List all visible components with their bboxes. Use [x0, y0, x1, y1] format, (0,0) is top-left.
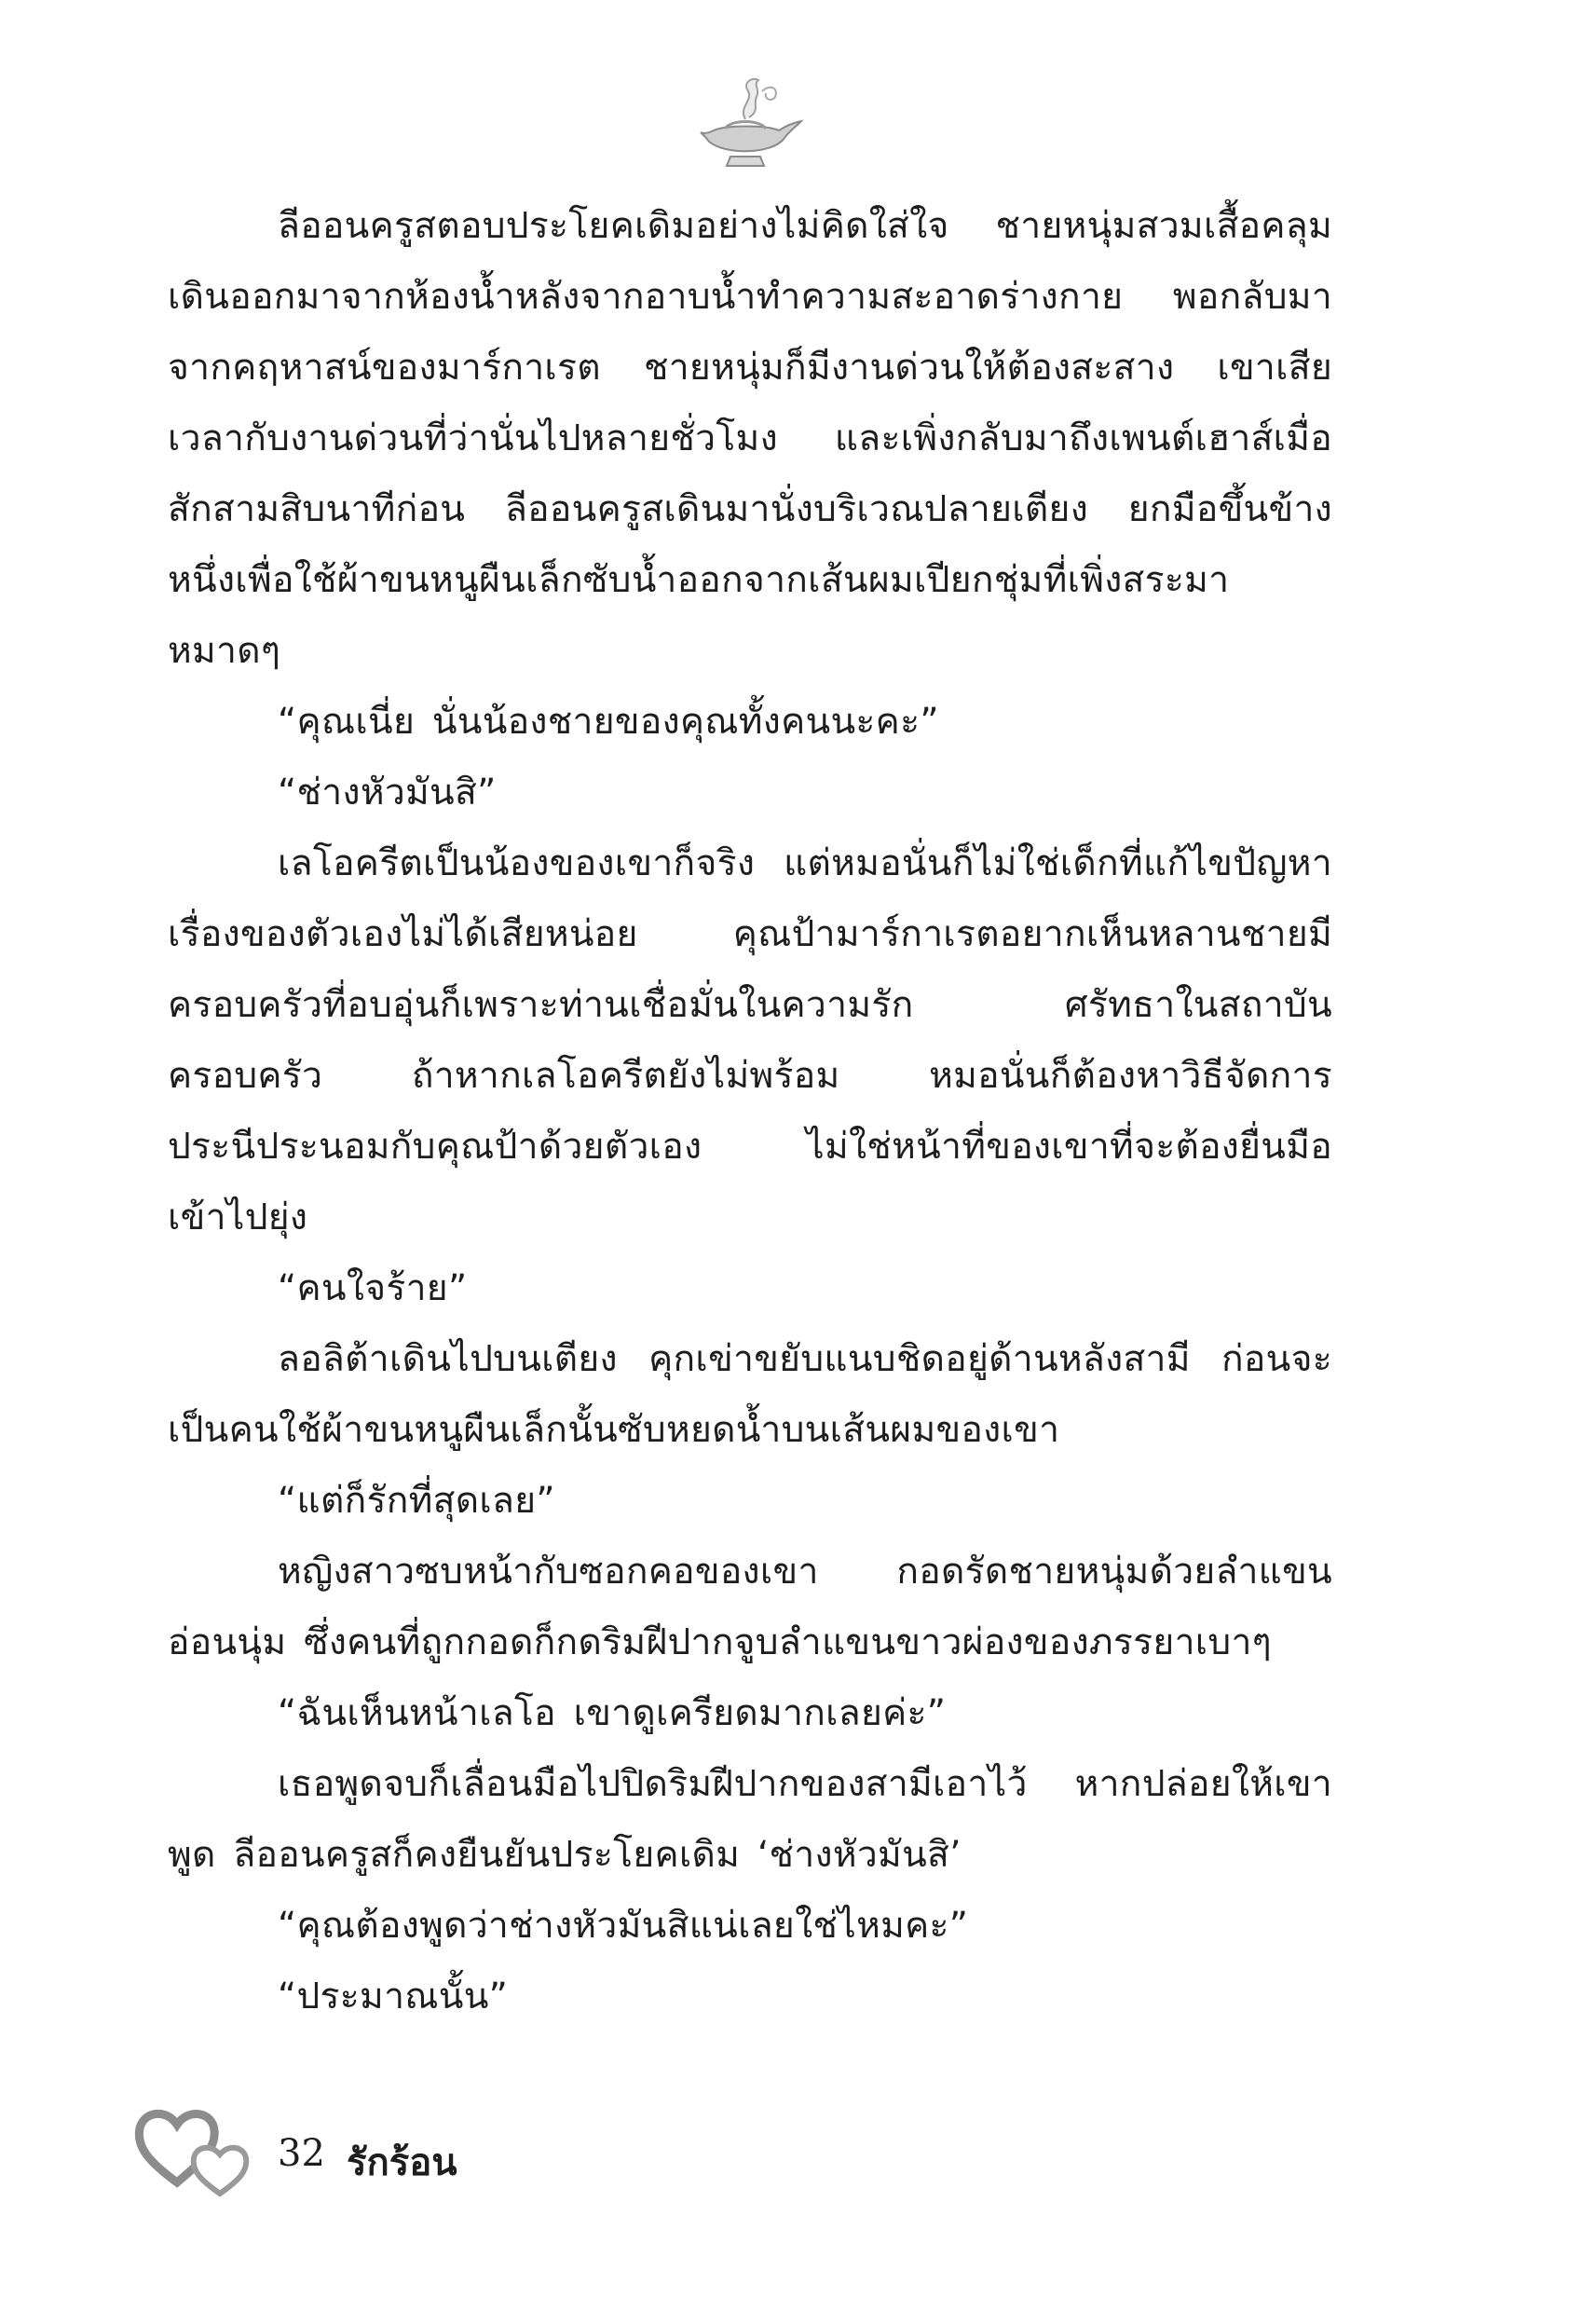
hearts-icon: [130, 2097, 261, 2199]
body-text: [168, 191, 1332, 2032]
page-footer: [130, 2097, 689, 2199]
paragraph: ลีออนครูสตอบประโยคเดิมอย่างไม่คิดใส่ใจ ชายหนุ่มสวมเสื้อคลุมเดินออกมาจากห้องน้ำหลังจากอาบน้ำทำความสะอาดร่างกาย พอกลับมาจากคฤหาสน์ของมาร์กาเรต ชายหนุ่มก็มีงานด่วนให้ต้องสะสาง เขาเสียเวลากับงานด่วนที่ว่านั่นไปหลายชั่วโมง และเพิ่งกลับมาถึงเพนต์เฮาส์เมื่อสักสามสิบนาทีก่อน ลีออนครูสเดินมานั่งบริเวณปลายเตียง ยกมือขึ้นข้างหนึ่งเพื่อใช้ผ้าขนหนูผืนเล็กซับน้ำออกจากเส้นผมเปียกชุ่มที่เพิ่งสระมาหมาดๆ: [168, 205, 1332, 672]
paragraph: ลอลิต้าเดินไปบนเตียง คุกเข่าขยับแนบชิดอยู่ด้านหลังสามี ก่อนจะเป็นคนใช้ผ้าขนหนูผืนเล็กนั้นซับหยดน้ำบนเส้นผมของเขา: [168, 1338, 1332, 1451]
paragraph: “แต่ก็รักที่สุดเลย”: [278, 1480, 555, 1522]
paragraph: “ฉันเห็นหน้าเลโอ เขาดูเครียดมากเลยค่ะ”: [278, 1692, 947, 1734]
paragraph: “ช่างหัวมันสิ”: [278, 772, 497, 814]
paragraph: “คุณต้องพูดว่าช่างหัวมันสิแน่เลยใช่ไหมคะ”: [278, 1905, 969, 1947]
paragraph: “คุณเนี่ย นั่นน้องชายของคุณทั้งคนนะคะ”: [278, 701, 939, 743]
paragraph: “คนใจร้าย”: [278, 1267, 468, 1309]
paragraph: เลโอครีตเป็นน้องของเขาก็จริง แต่หมอนั่นก็ไม่ใช่เด็กที่แก้ไขปัญหาเรื่องของตัวเองไม่ได้เสียหน่อย คุณป้ามาร์กาเรตอยากเห็นหลานชายมีครอบครัวที่อบอุ่นก็เพราะท่านเชื่อมั่นในความรัก ศรัทธาในสถาบันครอบครัว ถ้าหากเลโอครีตยังไม่พร้อม หมอนั่นก็ต้องหาวิธีจัดการประนีประนอมกับคุณป้าด้วยตัวเอง ไม่ใช่หน้าที่ของเขาที่จะต้องยื่นมือเข้าไปยุ่ง: [168, 842, 1332, 1238]
page-number: 32: [278, 2132, 325, 2175]
paragraph: เธอพูดจบก็เลื่อนมือไปปิดริมฝีปากของสามีเอาไว้ หากปล่อยให้เขาพูด ลีออนครูสก็คงยืนยันประโยคเดิม ‘ช่างหัวมันสิ’: [168, 1763, 1332, 1876]
paragraph: หญิงสาวซบหน้ากับซอกคอของเขา กอดรัดชายหนุ่มด้วยลำแขนอ่อนนุ่ม ซึ่งคนที่ถูกกอดก็กดริมฝีปากจูบลำแขนขาวผ่องของภรรยาเบาๆ: [168, 1551, 1332, 1663]
paragraph: “ประมาณนั้น”: [278, 1976, 509, 2017]
book-title: รักร้อน: [347, 2141, 457, 2184]
genie-lamp-icon: [688, 73, 803, 175]
